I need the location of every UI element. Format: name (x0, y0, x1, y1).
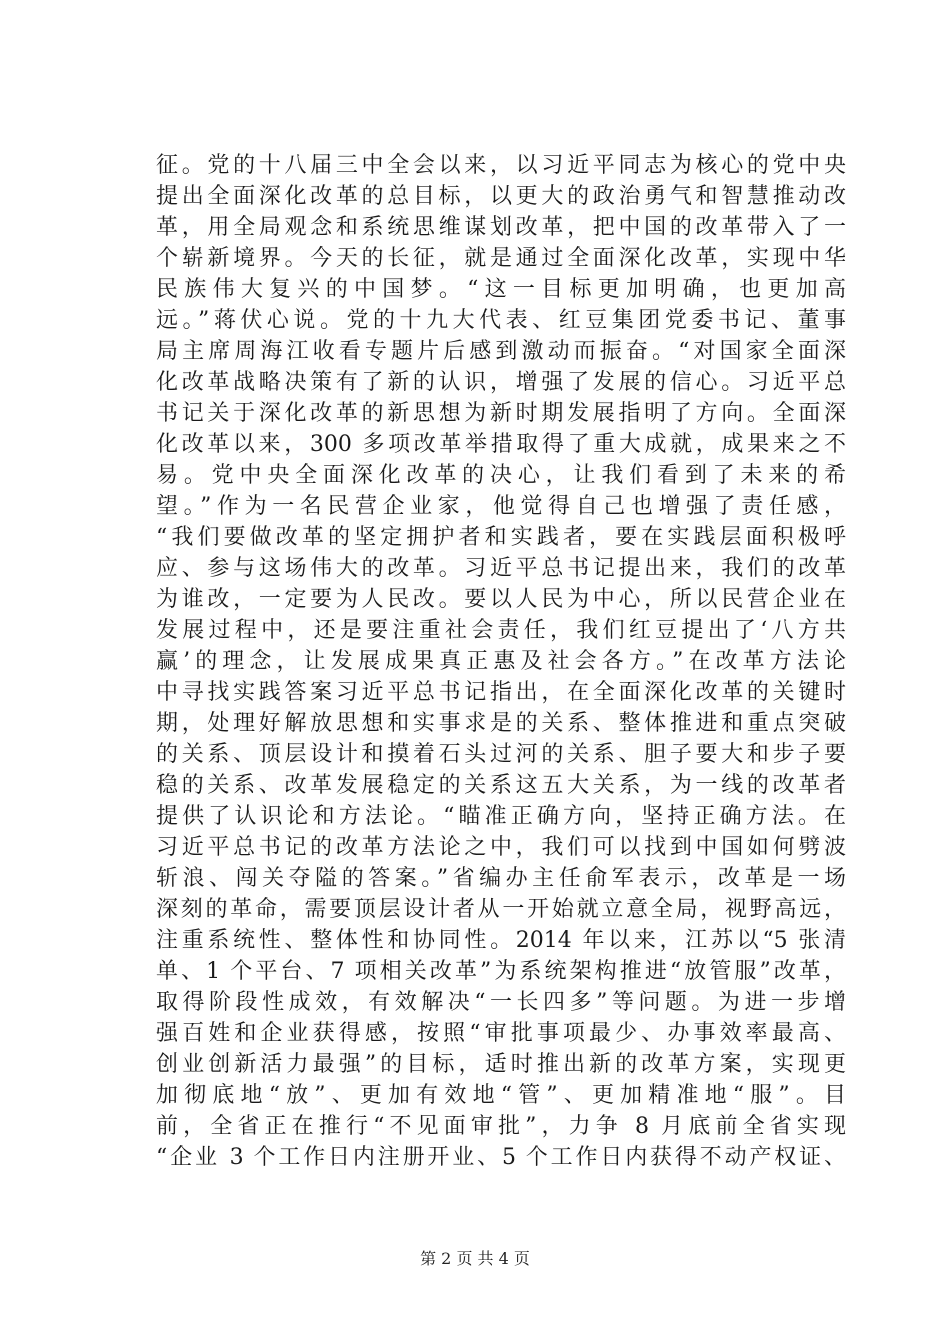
text-line: 习近平总书记的改革方法论之中，我们可以找到中国如何劈波 (156, 835, 846, 860)
body-text (156, 150, 846, 1173)
text-line: 取得阶段性成效，有效解决“一长四多”等问题。为进一步增 (156, 990, 846, 1015)
text-line: 个崭新境界。今天的长征，就是通过全面深化改革，实现中华 (156, 246, 846, 271)
text-line: 创业创新活力最强”的目标，适时推出新的改革方案，实现更 (156, 1052, 846, 1077)
text-line: 强百姓和企业获得感，按照“审批事项最少、办事效率最高、 (156, 1021, 846, 1046)
text-line: 化改革以来，300 多项改革举措取得了重大成就，成果来之不 (156, 432, 846, 457)
text-line: 提出全面深化改革的总目标，以更大的政治勇气和智慧推动改 (156, 184, 846, 209)
text-line: 斩浪、闯关夺隘的答案。”省编办主任俞军表示，改革是一场 (156, 866, 846, 891)
text-line: 加彻底地“放”、更加有效地“管”、更加精准地“服”。目 (156, 1083, 846, 1108)
text-line: 书记关于深化改革的新思想为新时期发展指明了方向。全面深 (156, 401, 846, 426)
text-line: 革，用全局观念和系统思维谋划改革，把中国的改革带入了一 (156, 215, 846, 240)
text-line: 易。党中央全面深化改革的决心，让我们看到了未来的希 (156, 463, 846, 488)
text-line: “企业 3 个工作日内注册开业、5 个工作日内获得不动产权证、 (156, 1145, 846, 1170)
text-line: 赢’的理念，让发展成果真正惠及社会各方。”在改革方法论 (156, 649, 846, 674)
text-line: 应、参与这场伟大的改革。习近平总书记提出来，我们的改革 (156, 556, 846, 581)
text-line: 期，处理好解放思想和实事求是的关系、整体推进和重点突破 (156, 711, 846, 736)
text-line: 征。党的十八届三中全会以来，以习近平同志为核心的党中央 (156, 153, 846, 178)
text-line: 深刻的革命，需要顶层设计者从一开始就立意全局，视野高远， (156, 897, 846, 922)
text-line: 远。”蒋伏心说。党的十九大代表、红豆集团党委书记、董事 (156, 308, 846, 333)
text-line: 民族伟大复兴的中国梦。“这一目标更加明确，也更加高 (156, 277, 846, 302)
text-line: 稳的关系、改革发展稳定的关系这五大关系，为一线的改革者 (156, 773, 846, 798)
text-line: 发展过程中，还是要注重社会责任，我们红豆提出了‘八方共 (156, 618, 846, 643)
text-line: 中寻找实践答案习近平总书记指出，在全面深化改革的关键时 (156, 680, 846, 705)
page-footer: 第 2 页 共 4 页 (420, 1249, 530, 1268)
text-line: 化改革战略决策有了新的认识，增强了发展的信心。习近平总 (156, 370, 846, 395)
text-line: 局主席周海江收看专题片后感到激动而振奋。“对国家全面深 (156, 339, 846, 364)
text-line: 望。”作为一名民营企业家，他觉得自己也增强了责任感， (156, 494, 846, 519)
text-line: 为谁改，一定要为人民改。要以人民为中心，所以民营企业在 (156, 587, 846, 612)
text-line: 注重系统性、整体性和协同性。2014 年以来，江苏以“5 张清 (156, 928, 846, 953)
text-line: “我们要做改革的坚定拥护者和实践者，要在实践层面积极呼 (156, 525, 846, 550)
text-line: 的关系、顶层设计和摸着石头过河的关系、胆子要大和步子要 (156, 742, 846, 767)
text-line: 单、1 个平台、7 项相关改革”为系统架构推进“放管服”改革， (156, 959, 846, 984)
text-line: 前，全省正在推行“不见面审批”，力争 8 月底前全省实现 (156, 1114, 846, 1139)
text-line: 提供了认识论和方法论。“瞄准正确方向，坚持正确方法。在 (156, 804, 846, 829)
